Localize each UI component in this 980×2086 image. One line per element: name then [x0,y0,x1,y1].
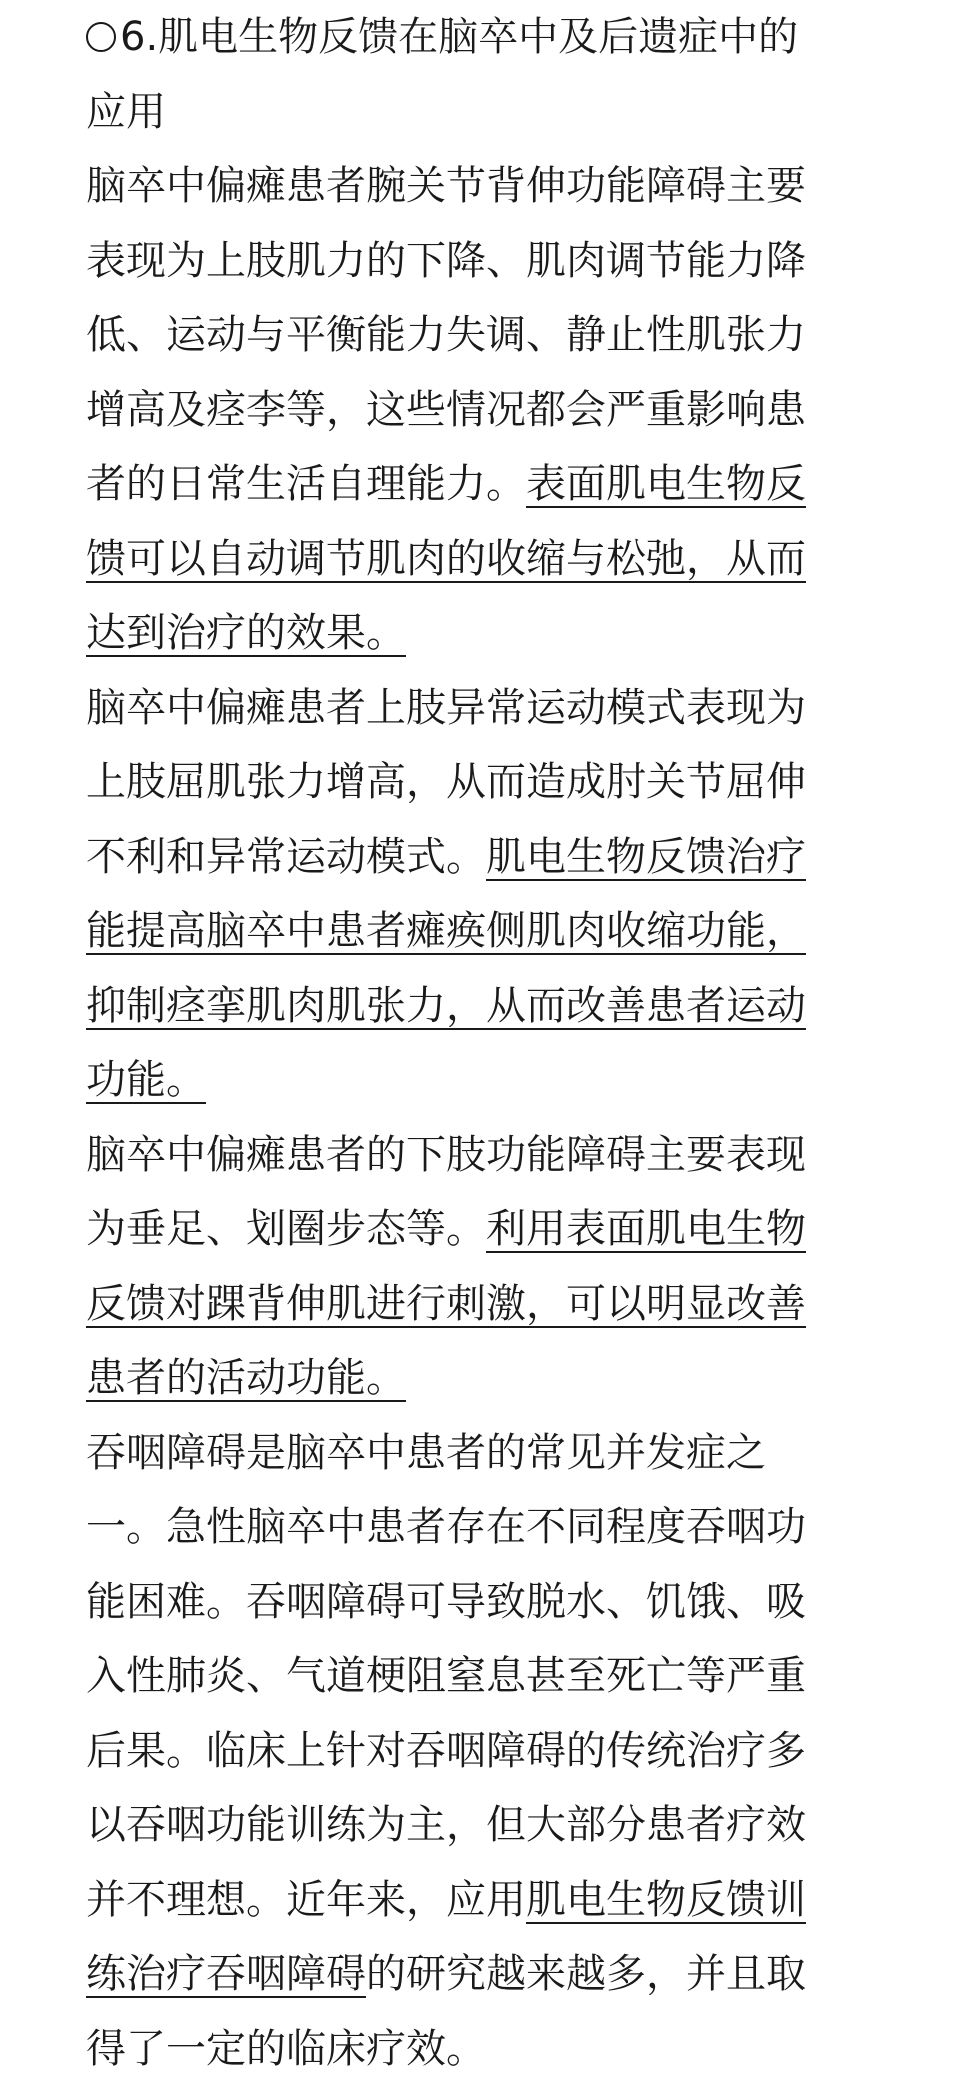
body-text: 增高及痉李等，这些情况都会严重影响患 [86,387,806,433]
text-line [86,1192,906,1267]
underlined-text: 练治疗吞咽障碍 [86,1951,366,1997]
body-text: 得了一定的临床疗效。 [86,2026,486,2072]
text-line [86,596,906,671]
section-title-line-1 [86,0,906,75]
underlined-text: 肌电生物反馈训 [526,1877,806,1923]
text-line [86,373,906,448]
text-line [86,1043,906,1118]
body-text: 脑卒中偏瘫患者的下肢功能障碍主要表现 [86,1132,806,1178]
body-text: 能困难。吞咽障碍可导致脱水、饥饿、吸 [86,1579,806,1625]
paragraph [86,1416,906,2086]
text-line [86,894,906,969]
paragraph [86,1118,906,1416]
text-line [86,1341,906,1416]
text-line [86,1416,906,1491]
text-line [86,671,906,746]
text-line [86,1118,906,1193]
text-line [86,1863,906,1938]
body-text: 以吞咽功能训练为主，但大部分患者疗效 [86,1802,806,1848]
underlined-text: 反馈对踝背伸肌进行刺激，可以明显改善 [86,1281,806,1327]
underlined-text: 患者的活动功能。 [86,1355,406,1401]
body-text: 不利和异常运动模式。 [86,834,486,880]
body-text: 的研究越来越多，并且取 [366,1951,806,1997]
paragraph-list [86,149,906,2086]
article-body [86,0,906,2086]
text-line [86,1565,906,1640]
section-title-text: 6.肌电生物反馈在脑卒中及后遗症中的 [120,14,798,60]
underlined-text: 表面肌电生物反 [526,461,806,507]
underlined-text: 能提高脑卒中患者瘫痪侧肌肉收缩功能， [86,908,806,954]
body-text: 脑卒中偏瘫患者腕关节背伸功能障碍主要 [86,163,806,209]
section-title-line-2: 应用 [86,75,906,150]
underlined-text: 肌电生物反馈治疗 [486,834,806,880]
text-line [86,522,906,597]
body-text: 入性肺炎、气道梗阻窒息甚至死亡等严重 [86,1653,806,1699]
text-line [86,224,906,299]
body-text: 表现为上肢肌力的下降、肌肉调节能力降 [86,238,806,284]
underlined-text: 抑制痉挛肌肉肌张力，从而改善患者运动 [86,983,806,1029]
body-text: 者的日常生活自理能力。 [86,461,526,507]
text-line [86,1714,906,1789]
paragraph [86,149,906,671]
text-line [86,149,906,224]
paragraph [86,671,906,1118]
text-line [86,1267,906,1342]
underlined-text: 馈可以自动调节肌肉的收缩与松弛，从而 [86,536,806,582]
underlined-text: 利用表面肌电生物 [486,1206,806,1252]
underlined-text: 功能。 [86,1057,206,1103]
body-text: 吞咽障碍是脑卒中患者的常见并发症之 [86,1430,766,1476]
circle-bullet-icon [86,22,116,52]
text-line [86,745,906,820]
body-text: 脑卒中偏瘫患者上肢异常运动模式表现为 [86,685,806,731]
text-line [86,1788,906,1863]
text-line [86,1490,906,1565]
text-line [86,1639,906,1714]
body-text: 后果。临床上针对吞咽障碍的传统治疗多 [86,1728,806,1774]
text-line [86,2012,906,2086]
underlined-text: 达到治疗的效果。 [86,610,406,656]
body-text: 低、运动与平衡能力失调、静止性肌张力 [86,312,806,358]
text-line [86,1937,906,2012]
body-text: 上肢屈肌张力增高，从而造成肘关节屈伸 [86,759,806,805]
body-text: 为垂足、划圈步态等。 [86,1206,486,1252]
text-line [86,820,906,895]
text-line [86,298,906,373]
body-text: 并不理想。近年来，应用 [86,1877,526,1923]
text-line [86,969,906,1044]
text-line [86,447,906,522]
body-text: 一。急性脑卒中患者存在不同程度吞咽功 [86,1504,806,1550]
